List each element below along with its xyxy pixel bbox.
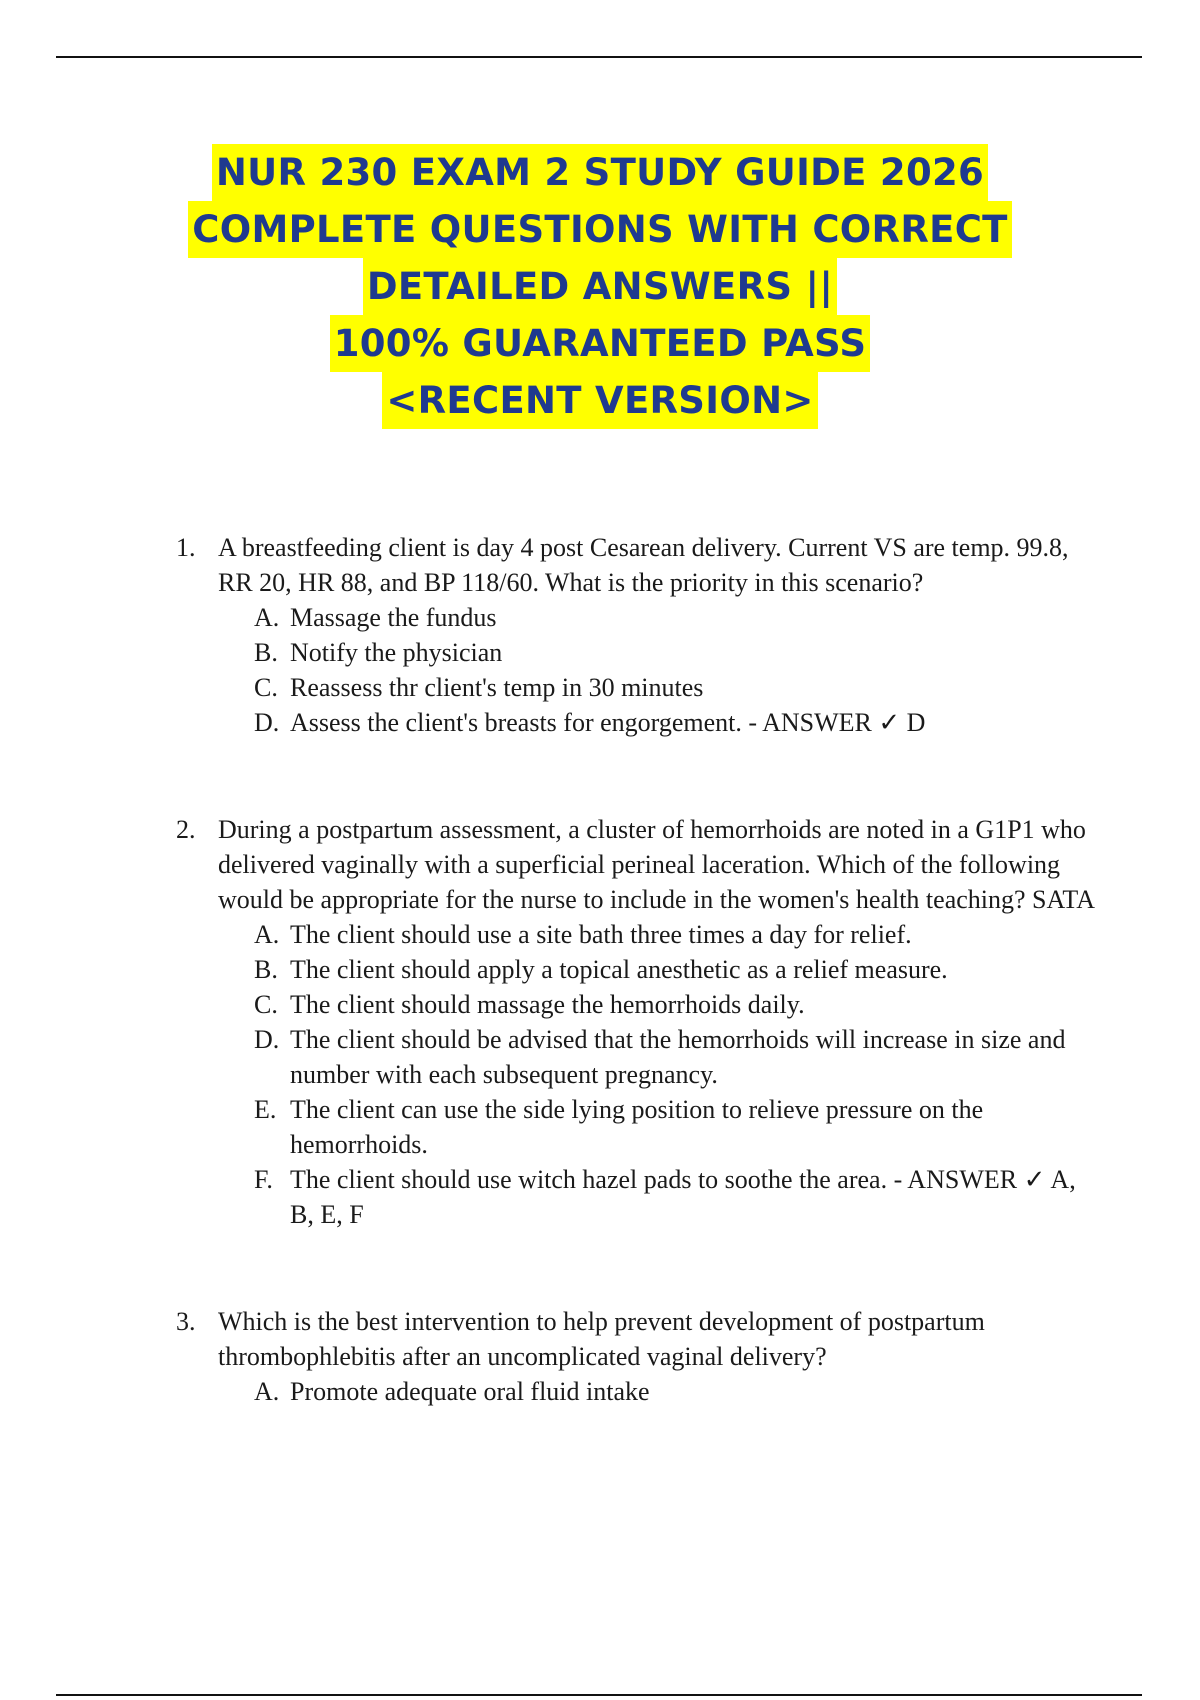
title-line-5: <RECENT VERSION> [0,372,1200,429]
option-text: Promote adequate oral fluid intake [290,1377,650,1406]
option-item [254,1092,1096,1162]
option-letter: D. [254,708,280,737]
title-line-1: NUR 230 EXAM 2 STUDY GUIDE 2026 [0,144,1200,201]
option-text: Reassess thr client's temp in 30 minutes [290,673,704,702]
option-item [254,917,1096,952]
title-line-3: DETAILED ANSWERS || [0,258,1200,315]
question-2 [176,812,1096,1232]
option-text: The client should use witch hazel pads to soothe the area. - ANSWER ✓ A, B, E, F [290,1165,1076,1229]
option-letter: C. [254,673,278,702]
option-letter: B. [254,638,278,667]
option-letter: A. [254,1377,280,1406]
document-title [0,144,1200,429]
option-letter: B. [254,955,278,984]
option-text: The client should be advised that the hemorrhoids will increase in size and number with each subsequent pregnancy. [290,1025,1066,1089]
option-text: The client can use the side lying position to relieve pressure on the hemorrhoids. [290,1095,984,1159]
title-line-4: 100% GUARANTEED PASS [0,315,1200,372]
option-list [176,600,1096,740]
option-text: The client should massage the hemorrhoids daily. [290,990,805,1019]
option-letter: E. [254,1095,277,1124]
question-1 [176,530,1096,740]
option-item [254,600,1096,635]
option-list [176,1374,1096,1409]
option-item [254,1022,1096,1092]
question-3 [176,1304,1096,1409]
option-text: The client should apply a topical anesthetic as a relief measure. [290,955,948,984]
option-letter: F. [254,1165,273,1194]
question-number: 3. [176,1307,196,1336]
bottom-rule [56,1694,1142,1696]
option-item [254,670,1096,705]
option-letter: C. [254,990,278,1019]
option-letter: A. [254,920,280,949]
option-item [254,952,1096,987]
top-rule [56,56,1142,58]
question-text: Which is the best intervention to help prevent development of postpartum thrombophlebitis after an uncomplicated vaginal delivery? [218,1307,985,1371]
option-item [254,1162,1096,1232]
option-item [254,705,1096,740]
question-number: 1. [176,533,196,562]
option-text: Massage the fundus [290,603,497,632]
question-text: During a postpartum assessment, a cluster of hemorrhoids are noted in a G1P1 who delivered vaginally with a superficial perineal laceration. Which of the following would be appropriate for the nurse to include in the women's health teaching? SATA [218,815,1095,914]
option-list [176,917,1096,1232]
option-text: Assess the client's breasts for engorgement. - ANSWER ✓ D [290,708,926,737]
question-text: A breastfeeding client is day 4 post Cesarean delivery. Current VS are temp. 99.8, RR 20, HR 88, and BP 118/60. What is the priority in this scenario? [218,533,1069,597]
question-list [0,530,1200,1409]
option-item [254,987,1096,1022]
question-number: 2. [176,815,196,844]
option-text: The client should use a site bath three times a day for relief. [290,920,912,949]
option-item [254,1374,1096,1409]
option-letter: A. [254,603,280,632]
option-text: Notify the physician [290,638,503,667]
option-letter: D. [254,1025,280,1054]
option-item [254,635,1096,670]
title-line-2: COMPLETE QUESTIONS WITH CORRECT [0,201,1200,258]
